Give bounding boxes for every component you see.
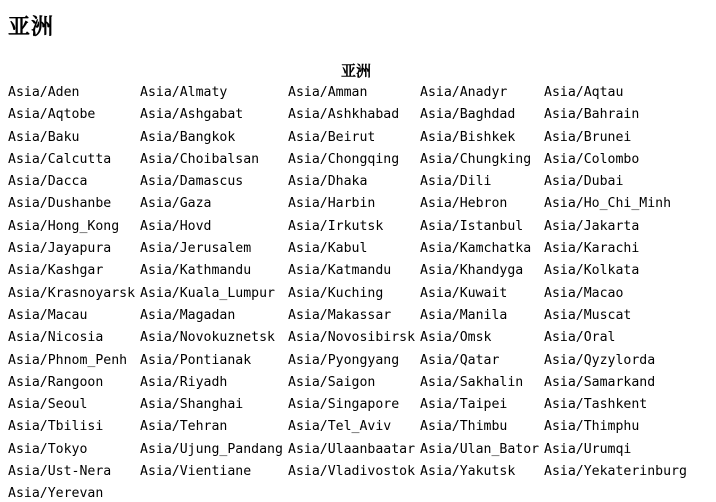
table-row bbox=[8, 394, 704, 416]
timezone-cell: Asia/Damascus bbox=[140, 174, 244, 190]
timezone-cell: Asia/Ulan_Bator bbox=[420, 441, 540, 457]
timezone-cell: Asia/Yerevan bbox=[8, 486, 104, 502]
table-row bbox=[8, 416, 704, 438]
timezone-cell: Asia/Kathmandu bbox=[140, 263, 252, 279]
table-row bbox=[8, 171, 704, 193]
table-row bbox=[8, 260, 704, 282]
timezone-cell: Asia/Urumqi bbox=[544, 441, 632, 457]
timezone-cell: Asia/Ulaanbaatar bbox=[288, 441, 416, 457]
timezone-cell: Asia/Brunei bbox=[544, 129, 632, 145]
timezone-cell: Asia/Kabul bbox=[288, 241, 368, 257]
timezone-cell: Asia/Vladivostok bbox=[288, 464, 416, 480]
timezone-cell: Asia/Omsk bbox=[420, 330, 492, 346]
timezone-cell: Asia/Kolkata bbox=[544, 263, 640, 279]
timezone-cell: Asia/Muscat bbox=[544, 307, 632, 323]
table-row bbox=[8, 149, 704, 171]
table-row bbox=[8, 193, 704, 215]
timezone-cell: Asia/Kashgar bbox=[8, 263, 104, 279]
timezone-cell: Asia/Almaty bbox=[140, 85, 228, 100]
timezone-cell: Asia/Baku bbox=[8, 129, 80, 145]
table-row bbox=[8, 483, 704, 502]
timezone-cell: Asia/Makassar bbox=[288, 307, 392, 323]
timezone-cell: Asia/Ashgabat bbox=[140, 107, 244, 123]
table-row bbox=[8, 439, 704, 461]
timezone-cell: Asia/Jayapura bbox=[8, 241, 112, 257]
timezone-cell: Asia/Vientiane bbox=[140, 464, 252, 480]
table-caption: 亚洲 bbox=[340, 62, 371, 80]
timezone-cell: Asia/Dacca bbox=[8, 174, 88, 190]
timezone-cell: Asia/Katmandu bbox=[288, 263, 392, 279]
timezone-cell: Asia/Dili bbox=[420, 174, 492, 190]
timezone-cell: Asia/Nicosia bbox=[8, 330, 104, 346]
timezone-cell: Asia/Thimbu bbox=[420, 419, 508, 435]
timezone-cell: Asia/Colombo bbox=[544, 151, 640, 167]
page-title: 亚洲 bbox=[8, 15, 55, 40]
table-row bbox=[8, 327, 704, 349]
timezone-cell: Asia/Yekaterinburg bbox=[544, 464, 687, 480]
timezone-cell: Asia/Yakutsk bbox=[420, 464, 516, 480]
timezone-cell: Asia/Aden bbox=[8, 85, 80, 100]
timezone-cell: Asia/Chungking bbox=[420, 151, 532, 167]
timezone-cell: Asia/Tokyo bbox=[8, 441, 88, 457]
timezone-cell: Asia/Thimphu bbox=[544, 419, 640, 435]
timezone-cell: Asia/Kamchatka bbox=[420, 241, 532, 257]
timezone-cell: Asia/Singapore bbox=[288, 397, 400, 413]
timezone-cell bbox=[544, 483, 704, 502]
timezone-cell: Asia/Tel_Aviv bbox=[288, 419, 392, 435]
timezone-cell: Asia/Saigon bbox=[288, 374, 376, 390]
timezone-cell: Asia/Kuala_Lumpur bbox=[140, 285, 275, 301]
timezone-cell: Asia/Tehran bbox=[140, 419, 228, 435]
timezone-cell: Asia/Tbilisi bbox=[8, 419, 104, 435]
timezone-cell: Asia/Manila bbox=[420, 307, 508, 323]
timezone-cell: Asia/Bahrain bbox=[544, 107, 640, 123]
table-row bbox=[8, 461, 704, 483]
timezone-cell: Asia/Tashkent bbox=[544, 397, 648, 413]
timezone-cell: Asia/Jakarta bbox=[544, 218, 640, 234]
timezone-cell: Asia/Macau bbox=[8, 307, 88, 323]
timezone-cell: Asia/Krasnoyarsk bbox=[8, 285, 136, 301]
timezone-cell: Asia/Irkutsk bbox=[288, 218, 384, 234]
timezone-cell: Asia/Oral bbox=[544, 330, 616, 346]
timezone-cell: Asia/Harbin bbox=[288, 196, 376, 212]
timezone-cell: Asia/Khandyga bbox=[420, 263, 524, 279]
timezone-cell: Asia/Ust-Nera bbox=[8, 464, 112, 480]
timezone-cell: Asia/Ho_Chi_Minh bbox=[544, 196, 672, 212]
timezone-cell: Asia/Novosibirsk bbox=[288, 330, 416, 346]
timezone-cell bbox=[288, 483, 420, 502]
timezone-cell: Asia/Dushanbe bbox=[8, 196, 112, 212]
timezone-cell: Asia/Anadyr bbox=[420, 85, 508, 100]
timezone-cell: Asia/Pontianak bbox=[140, 352, 252, 368]
timezone-cell: Asia/Amman bbox=[288, 85, 368, 100]
timezone-table bbox=[8, 60, 704, 502]
timezone-cell: Asia/Aqtobe bbox=[8, 107, 96, 123]
table-row bbox=[8, 305, 704, 327]
timezone-cell: Asia/Kuching bbox=[288, 285, 384, 301]
timezone-cell: Asia/Seoul bbox=[8, 397, 88, 413]
table-row bbox=[8, 82, 704, 104]
timezone-cell: Asia/Ujung_Pandang bbox=[140, 441, 283, 457]
timezone-cell: Asia/Ashkhabad bbox=[288, 107, 400, 123]
timezone-cell: Asia/Aqtau bbox=[544, 85, 624, 100]
timezone-cell: Asia/Bishkek bbox=[420, 129, 516, 145]
timezone-cell: Asia/Pyongyang bbox=[288, 352, 400, 368]
timezone-cell: Asia/Rangoon bbox=[8, 374, 104, 390]
timezone-cell: Asia/Magadan bbox=[140, 307, 236, 323]
timezone-cell bbox=[140, 483, 288, 502]
timezone-cell: Asia/Novokuznetsk bbox=[140, 330, 275, 346]
timezone-cell: Asia/Dhaka bbox=[288, 174, 368, 190]
timezone-cell: Asia/Hovd bbox=[140, 218, 212, 234]
table-row bbox=[8, 372, 704, 394]
timezone-cell: Asia/Taipei bbox=[420, 397, 508, 413]
timezone-cell: Asia/Karachi bbox=[544, 241, 640, 257]
timezone-cell: Asia/Dubai bbox=[544, 174, 624, 190]
timezone-cell: Asia/Hebron bbox=[420, 196, 508, 212]
timezone-table-body bbox=[8, 82, 704, 502]
timezone-cell: Asia/Bangkok bbox=[140, 129, 236, 145]
timezone-cell: Asia/Riyadh bbox=[140, 374, 228, 390]
timezone-cell: Asia/Jerusalem bbox=[140, 241, 252, 257]
timezone-cell: Asia/Sakhalin bbox=[420, 374, 524, 390]
timezone-cell: Asia/Macao bbox=[544, 285, 624, 301]
timezone-cell: Asia/Qyzylorda bbox=[544, 352, 656, 368]
timezone-cell bbox=[420, 483, 544, 502]
timezone-cell: Asia/Hong_Kong bbox=[8, 218, 120, 234]
timezone-cell: Asia/Phnom_Penh bbox=[8, 352, 128, 368]
table-row bbox=[8, 283, 704, 305]
timezone-cell: Asia/Gaza bbox=[140, 196, 212, 212]
table-row bbox=[8, 104, 704, 126]
timezone-cell: Asia/Shanghai bbox=[140, 397, 244, 413]
timezone-cell: Asia/Beirut bbox=[288, 129, 376, 145]
timezone-cell: Asia/Chongqing bbox=[288, 151, 400, 167]
timezone-cell: Asia/Istanbul bbox=[420, 218, 524, 234]
timezone-cell: Asia/Qatar bbox=[420, 352, 500, 368]
table-row bbox=[8, 216, 704, 238]
timezone-cell: Asia/Choibalsan bbox=[140, 151, 260, 167]
timezone-cell: Asia/Baghdad bbox=[420, 107, 516, 123]
table-row bbox=[8, 350, 704, 372]
table-row bbox=[8, 127, 704, 149]
table-row bbox=[8, 238, 704, 260]
timezone-cell: Asia/Samarkand bbox=[544, 374, 656, 390]
timezone-cell: Asia/Kuwait bbox=[420, 285, 508, 301]
timezone-cell: Asia/Calcutta bbox=[8, 151, 112, 167]
